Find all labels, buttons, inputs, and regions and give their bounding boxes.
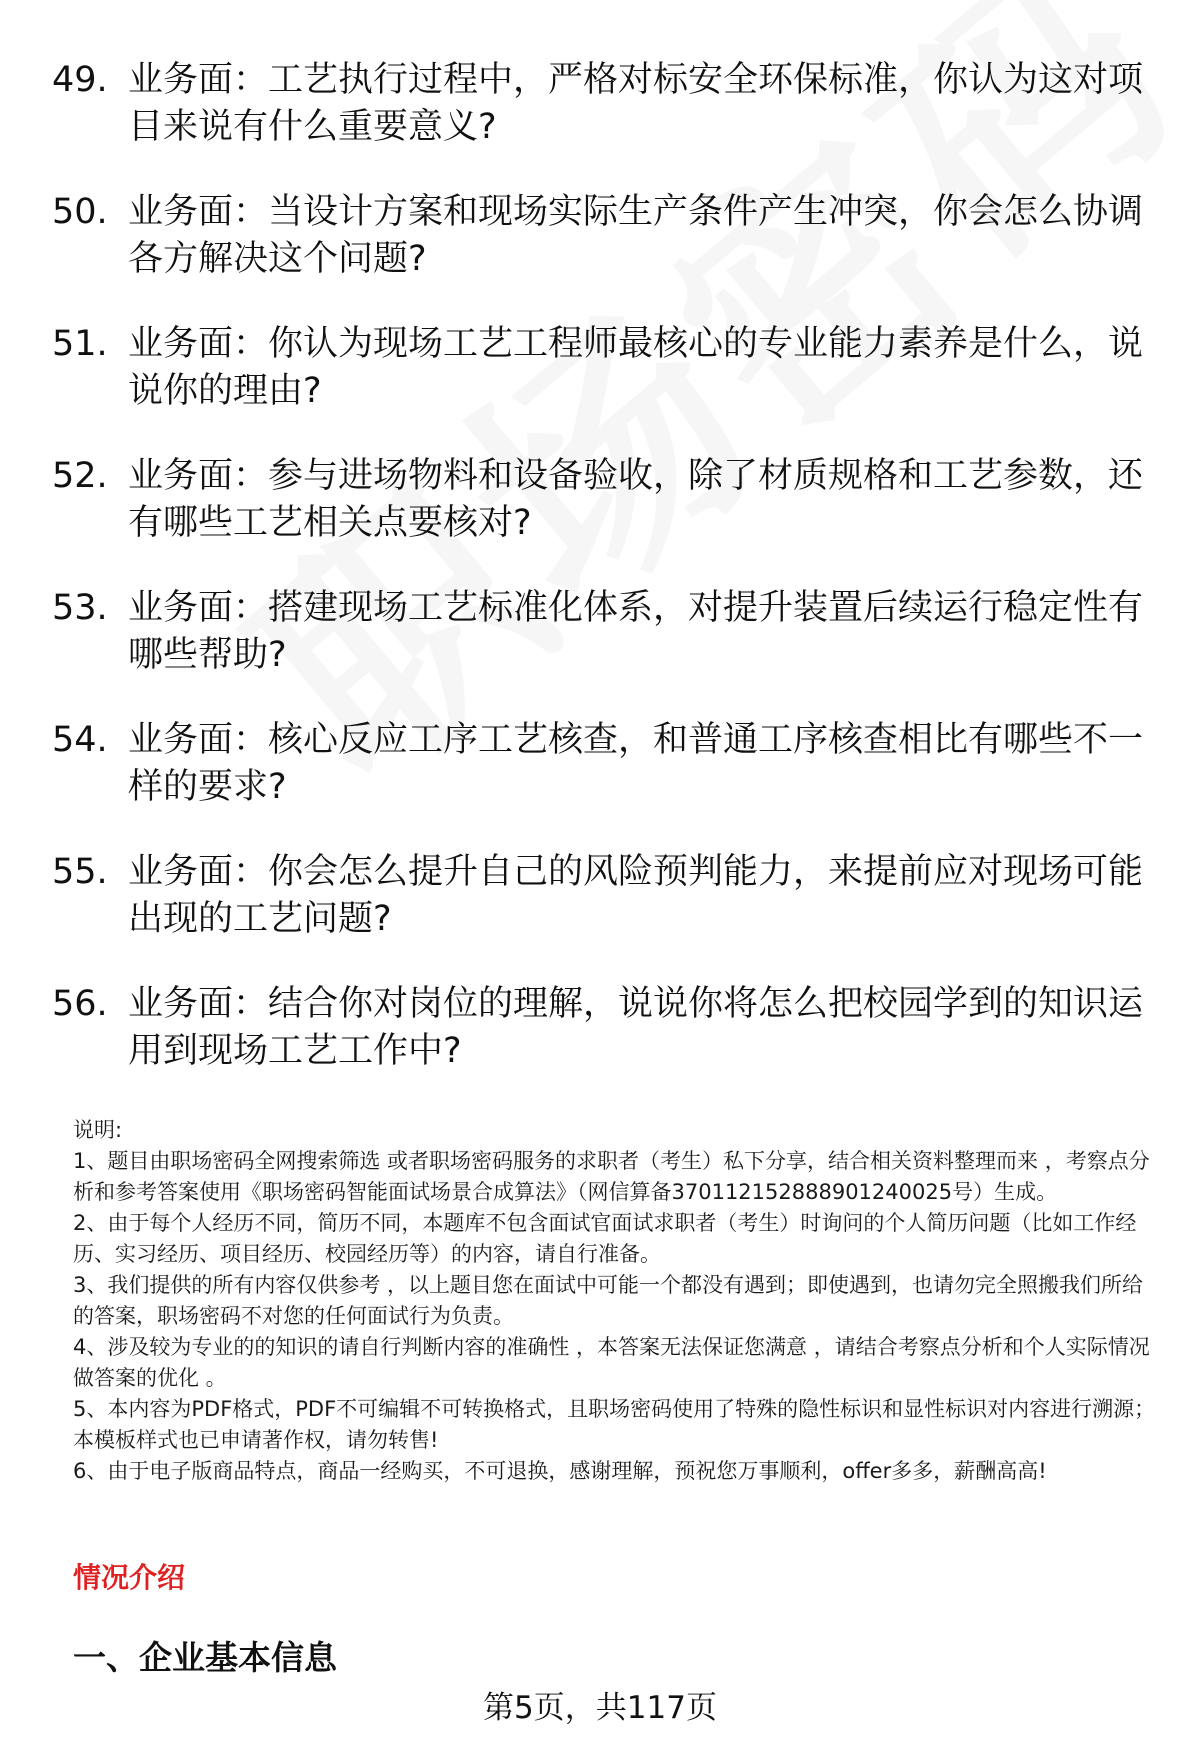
question-text: 业务面：你认为现场工艺工程师最核心的专业能力素养是什么，说说你的理由? [128, 324, 1144, 411]
question-text: 业务面：核心反应工序工艺核查，和普通工序核查相比有哪些不一样的要求? [128, 720, 1144, 807]
question-text: 业务面：你会怎么提升自己的风险预判能力，来提前应对现场可能出现的工艺问题? [128, 852, 1144, 939]
question-item [52, 849, 1152, 943]
notes-title: 说明: [73, 1118, 123, 1142]
page-number: 第5页，共117页 [483, 1690, 717, 1726]
note-item: 2、由于每个人经历不同，简历不同，本题库不包含面试官面试求职者（考生）时询问的个人简历问题（比如工作经历、实习经历、项目经历、校园经历等）的内容，请自行准备。 [73, 1211, 1137, 1266]
question-item [52, 321, 1152, 415]
question-number: 50. [52, 192, 108, 232]
note-item: 3、我们提供的所有内容仅供参考 ，以上题目您在面试中可能一个都没有遇到；即使遇到，也请勿完全照搬我们所给的答案，职场密码不对您的任何面试行为负责。 [73, 1273, 1144, 1328]
question-item [52, 453, 1152, 547]
question-text: 业务面：参与进场物料和设备验收，除了材质规格和工艺参数，还有哪些工艺相关点要核对? [128, 456, 1144, 543]
question-number: 52. [52, 456, 108, 496]
note-item: 1、题目由职场密码全网搜索筛选 或者职场密码服务的求职者（考生）私下分享，结合相关资料整理而来 ，考察点分析和参考答案使用《职场密码智能面试场景合成算法》（网信算备370112152888901240025号）生成。 [73, 1149, 1150, 1204]
question-item [52, 717, 1152, 811]
question-item [52, 585, 1152, 679]
disclaimer-notes [73, 1115, 1163, 1487]
question-list [52, 57, 1152, 1113]
question-number: 49. [52, 60, 108, 100]
question-number: 51. [52, 324, 108, 364]
question-number: 54. [52, 720, 108, 760]
question-text: 业务面：当设计方案和现场实际生产条件产生冲突，你会怎么协调各方解决这个问题? [128, 192, 1144, 279]
question-item [52, 189, 1152, 283]
question-text: 业务面：搭建现场工艺标准化体系，对提升装置后续运行稳定性有哪些帮助? [128, 588, 1144, 675]
question-item [52, 57, 1152, 151]
section-label: 情况介绍 [73, 1561, 186, 1594]
question-number: 53. [52, 588, 108, 628]
note-item: 4、涉及较为专业的的知识的请自行判断内容的准确性 ，本答案无法保证您满意 ，请结合考察点分析和个人实际情况做答案的优化 。 [73, 1335, 1150, 1390]
question-text: 业务面：结合你对岗位的理解，说说你将怎么把校园学到的知识运用到现场工艺工作中? [128, 984, 1144, 1071]
question-number: 56. [52, 984, 108, 1024]
question-number: 55. [52, 852, 108, 892]
section-heading: 一、企业基本信息 [73, 1638, 337, 1677]
note-item: 6、由于电子版商品特点，商品一经购买，不可退换，感谢理解，预祝您万事顺利，offer多多，薪酬高高! [73, 1459, 1047, 1483]
question-item [52, 981, 1152, 1075]
question-text: 业务面：工艺执行过程中，严格对标安全环保标准，你认为这对项目来说有什么重要意义? [128, 60, 1144, 147]
note-item: 5、本内容为PDF格式，PDF不可编辑不可转换格式，且职场密码使用了特殊的隐性标识和显性标识对内容进行溯源；本模板样式也已申请著作权，请勿转售! [73, 1397, 1156, 1452]
